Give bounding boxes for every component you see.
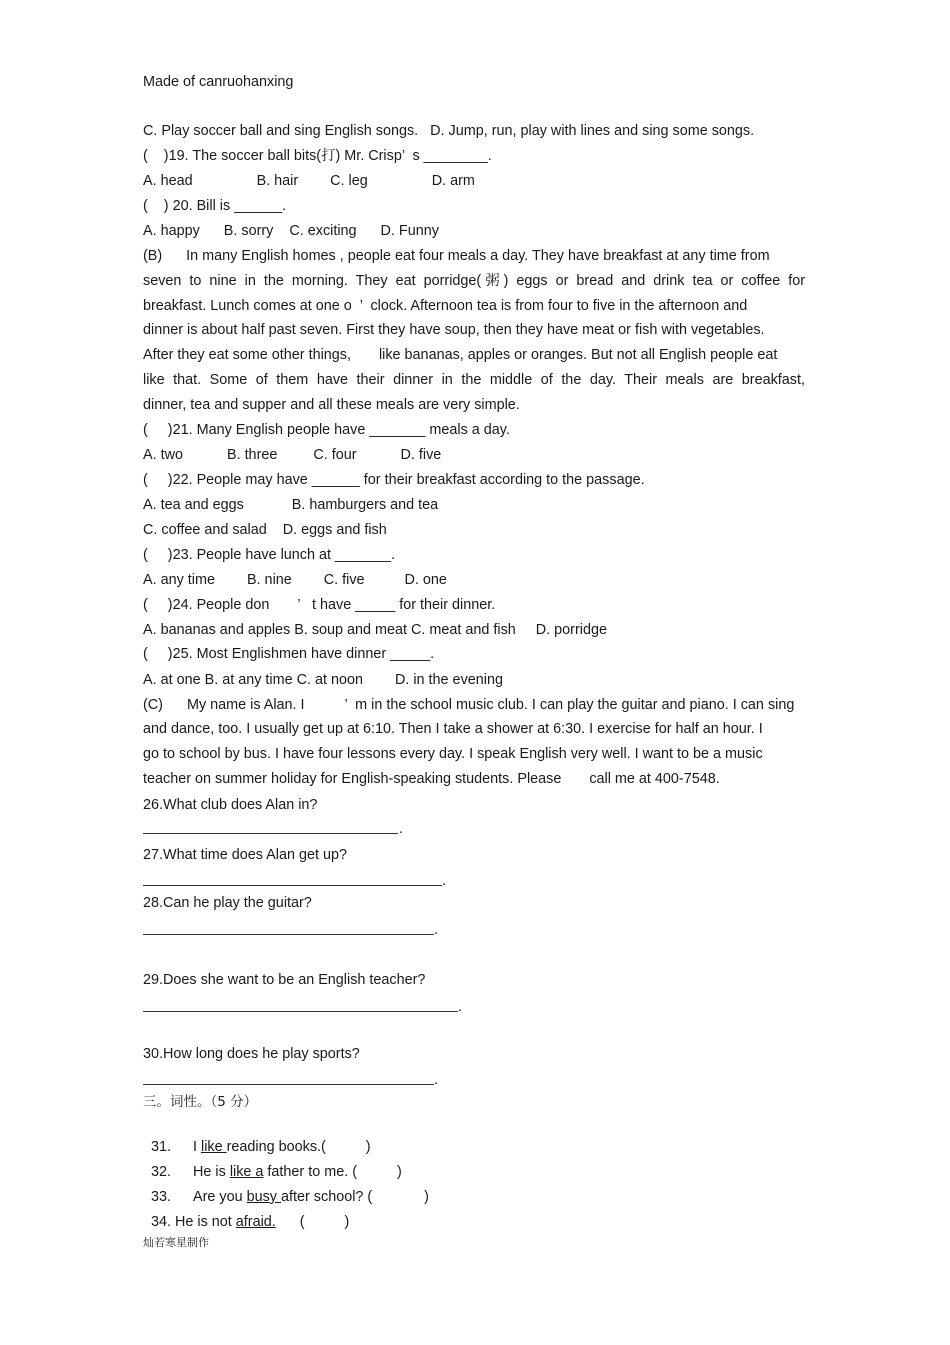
options-23: A. any time B. nine C. five D. one [143, 572, 447, 588]
question-25: ( )25. Most Englishmen have dinner _____. [143, 646, 435, 662]
underlined-word: afraid. [235, 1214, 276, 1230]
question-20: ( ) 20. Bill is ______. [143, 198, 287, 214]
question-30: 30.How long does he play sports? [143, 1046, 360, 1062]
answer-period: . [434, 1072, 438, 1088]
item-text: He is [193, 1164, 230, 1180]
item-text: Are you [193, 1189, 247, 1205]
options-21: A. two B. three C. four D. five [143, 447, 442, 463]
item-number: 32. [151, 1164, 172, 1180]
passage-b-line: After they eat some other things, like bananas, apples or oranges. But not all English people eat [143, 347, 778, 363]
item-text: 34. He is not [151, 1214, 236, 1230]
underlined-word: like [201, 1139, 227, 1155]
question-24: ( )24. People don ’ t have _____ for their dinner. [143, 597, 496, 613]
item-number: 31. [151, 1139, 172, 1155]
options-19: A. head B. hair C. leg D. arm [143, 173, 475, 189]
item-text: I [193, 1139, 202, 1155]
question-29: 29.Does she want to be an English teacher? [143, 972, 426, 988]
item-text: after school? ( ) [281, 1189, 429, 1205]
passage-b-line: like that. Some of them have their dinner in the middle of the day. Their meals are breakfast, [143, 372, 805, 388]
question-22: ( )22. People may have ______ for their breakfast according to the passage. [143, 472, 645, 488]
page-header: Made of canruohanxing [143, 74, 294, 90]
options-20: A. happy B. sorry C. exciting D. Funny [143, 223, 439, 239]
passage-b-line: breakfast. Lunch comes at one o ’ clock. Afternoon tea is from four to five in the afternoon and [143, 298, 748, 314]
underlined-word: busy [246, 1189, 282, 1205]
passage-b-line: dinner is about half past seven. First they have soup, then they have meat or fish with vegetables. [143, 322, 765, 338]
question-26: 26.What club does Alan in? [143, 797, 318, 813]
passage-c-line: teacher on summer holiday for English-speaking students. Please call me at 400-7548. [143, 771, 720, 787]
passage-c-line: and dance, too. I usually get up at 6:10. Then I take a shower at 6:30. I exercise for half an hour. I [143, 721, 763, 737]
answer-line-26[interactable] [143, 832, 398, 834]
answer-line-27[interactable] [143, 884, 442, 886]
passage-b-line: (B) In many English homes , people eat four meals a day. They have breakfast at any time from [143, 248, 770, 264]
answer-line-30[interactable] [143, 1083, 434, 1085]
underlined-word: like a [229, 1164, 264, 1180]
passage-c-line: go to school by bus. I have four lessons every day. I speak English very well. I want to be a music [143, 746, 763, 762]
answer-period: . [458, 999, 462, 1015]
passage-b-line: seven to nine in the morning. They eat porridge(粥) eggs or bread and drink tea or coffee for [143, 273, 805, 289]
question-28: 28.Can he play the guitar? [143, 895, 312, 911]
option-line: C. Play soccer ball and sing English songs. D. Jump, run, play with lines and sing some songs. [143, 123, 755, 139]
passage-c-line: (C) My name is Alan. I ’ m in the school music club. I can play the guitar and piano. I can sing [143, 697, 795, 713]
answer-period: . [399, 821, 403, 837]
item-34 [143, 1195, 349, 1231]
question-27: 27.What time does Alan get up? [143, 847, 347, 863]
options-22: A. tea and eggs B. hamburgers and tea [143, 497, 439, 513]
answer-period: . [434, 922, 438, 938]
options-22: C. coffee and salad D. eggs and fish [143, 522, 387, 538]
question-23: ( )23. People have lunch at _______. [143, 547, 396, 563]
item-text: reading books.( ) [226, 1139, 371, 1155]
page-footer: 灿若寒星制作 [143, 1236, 209, 1249]
options-25: A. at one B. at any time C. at noon D. in the evening [143, 672, 503, 688]
item-number: 33. [151, 1189, 172, 1205]
answer-line-29[interactable] [143, 1010, 458, 1012]
question-21: ( )21. Many English people have _______ meals a day. [143, 422, 510, 438]
item-text: ( ) [275, 1214, 350, 1230]
answer-line-28[interactable] [143, 933, 434, 935]
question-19: ( )19. The soccer ball bits(打) Mr. Crisp’ s ________. [143, 148, 492, 164]
passage-b-line: dinner, tea and supper and all these meals are very simple. [143, 397, 520, 413]
options-24: A. bananas and apples B. soup and meat C. meat and fish D. porridge [143, 622, 607, 638]
item-text: father to me. ( ) [263, 1164, 402, 1180]
section-heading: 三。词性。（5 分） [143, 1094, 258, 1110]
answer-period: . [442, 873, 446, 889]
